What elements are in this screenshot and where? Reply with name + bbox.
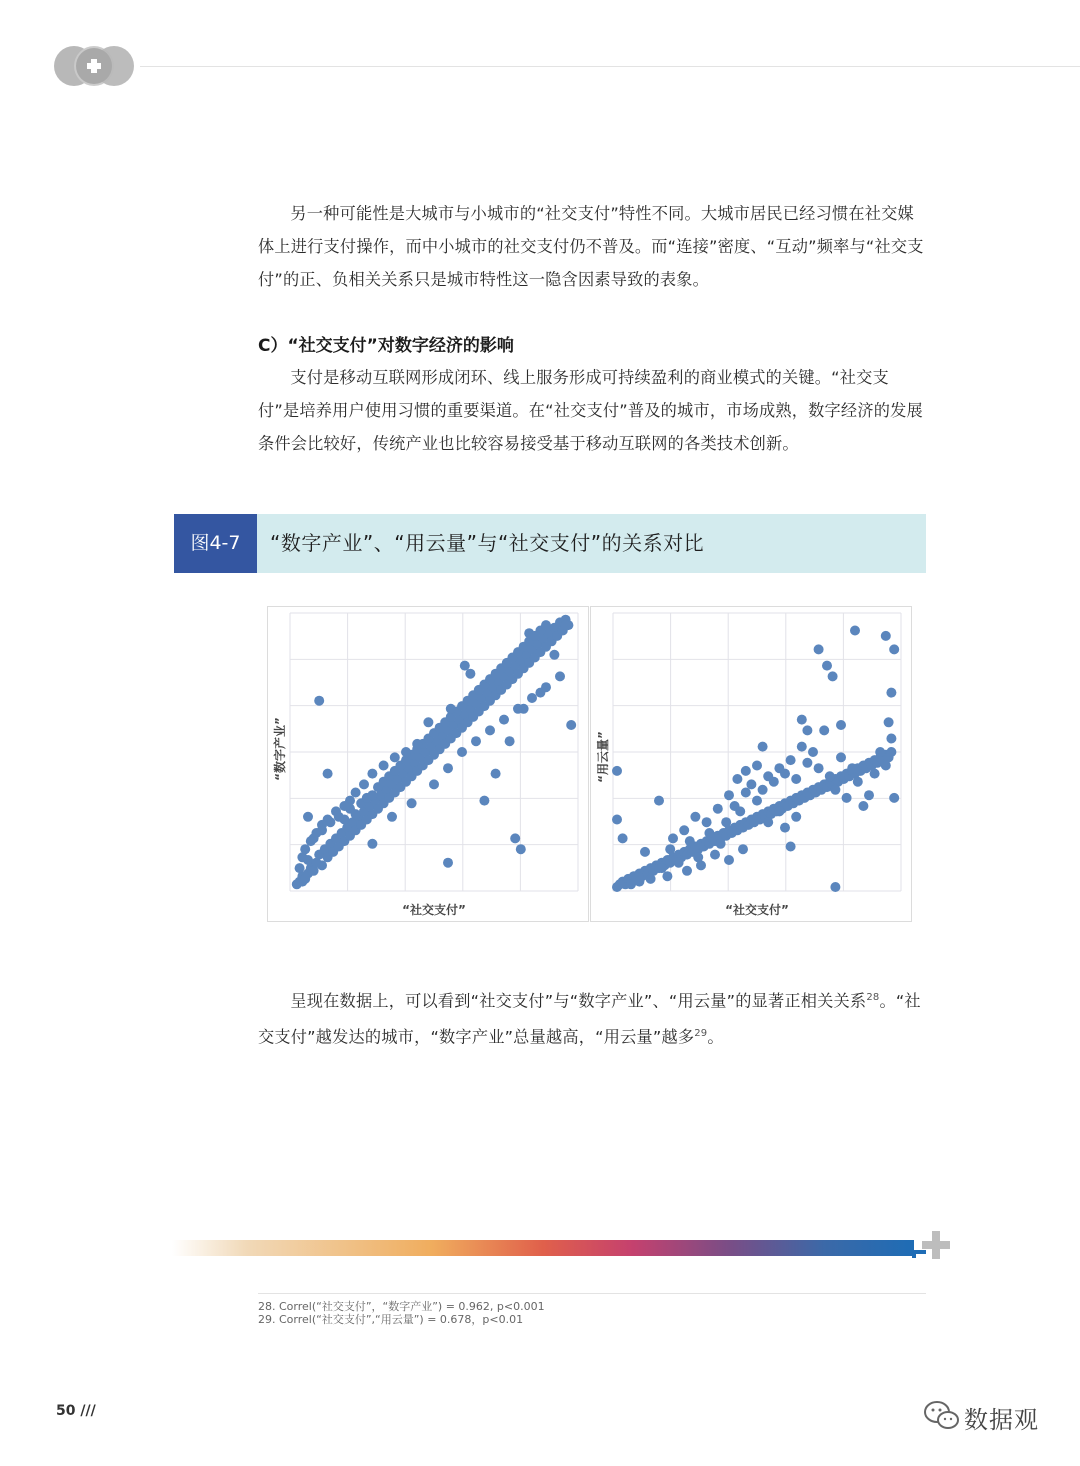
data-point [881,761,891,771]
data-point [429,779,439,789]
data-point [297,852,307,862]
data-point [724,790,734,800]
data-point [825,771,835,781]
data-point [886,688,896,698]
data-point [682,866,692,876]
data-point [822,661,832,671]
data-point [690,812,700,822]
data-point [471,736,481,746]
data-point [889,793,899,803]
data-point [836,720,846,730]
data-point [446,704,456,714]
data-point [884,717,894,727]
data-point [367,769,377,779]
data-point [780,823,790,833]
data-point [758,742,768,752]
data-point [323,769,333,779]
data-point [716,839,726,849]
data-point [780,769,790,779]
data-point [814,644,824,654]
x-axis-label: “社交支付” [725,903,789,917]
data-point [758,785,768,795]
data-point [769,777,779,787]
data-point [379,761,389,771]
data-point [847,763,857,773]
data-point [491,769,501,779]
data-point [774,806,784,816]
data-point [674,858,684,868]
data-point [786,755,796,765]
decorative-gradient-bar [172,1240,914,1256]
data-point [828,671,838,681]
data-point [685,836,695,846]
figure-banner [174,514,926,573]
data-point [654,796,664,806]
footnote-29: 29. Correl(“社交支付”,“用云量”) = 0.678，p<0.01 [258,1313,524,1326]
data-point [746,779,756,789]
data-point [819,725,829,735]
data-point [814,763,824,773]
data-point [870,769,880,779]
data-point [465,669,475,679]
data-point [752,761,762,771]
footnote-28: 28. Correl(“社交支付”，“数字产业”) = 0.962, p<0.001 [258,1300,545,1313]
data-point [331,806,341,816]
chart-cloud-usage [590,606,912,922]
data-point [555,671,565,681]
data-point [457,747,467,757]
data-point [763,817,773,827]
data-point [303,812,313,822]
data-point [836,752,846,762]
data-point [842,793,852,803]
paragraph-3-text [258,981,926,1054]
data-point [535,688,545,698]
data-point [858,801,868,811]
data-point [510,833,520,843]
y-axis-label: “用云量” [596,731,610,783]
wechat-icon [922,1398,962,1434]
data-point [657,863,667,873]
paragraph-1-text: 另一种可能性是大城市与小城市的“社交支付”特性不同。大城市居民已经习惯在社交媒体上进行支付操作，而中小城市的社交支付仍不普及。而“连接”密度、“互动”频率与“社交支付”的正、负相关关系只是城市特性这一隐含因素导致的表象。 [258,204,924,289]
data-point [626,879,636,889]
data-point [886,747,896,757]
data-point [679,825,689,835]
data-point [668,833,678,843]
data-point [665,844,675,854]
data-point [618,833,628,843]
figure-label: 图4-7 [174,514,257,573]
data-point [549,650,559,660]
data-point [640,847,650,857]
y-axis-label: “数字产业” [273,717,287,781]
data-point [412,739,422,749]
data-point [850,626,860,636]
data-point [864,790,874,800]
data-point [541,620,551,630]
data-point [505,736,515,746]
data-point [713,804,723,814]
data-point [519,704,529,714]
data-point [802,725,812,735]
data-point [295,863,305,873]
data-point [786,842,796,852]
scatter-plot-cloud-usage [591,607,911,921]
x-axis-label: “社交支付” [402,903,466,917]
data-point [830,882,840,892]
data-point [791,812,801,822]
data-point [889,644,899,654]
data-point [311,828,321,838]
data-point [881,631,891,641]
data-point [741,766,751,776]
data-point [612,815,622,825]
data-point [662,871,672,881]
paragraph-2 [258,361,926,460]
data-point [735,806,745,816]
header-logo [52,44,136,88]
data-point [351,788,361,798]
data-point [741,788,751,798]
data-point [367,790,377,800]
data-point [732,774,742,784]
data-point [387,812,397,822]
data-point [527,693,537,703]
data-point [566,720,576,730]
data-point [830,785,840,795]
data-point [443,858,453,868]
scatter-plot-digital-industry [268,607,588,921]
data-point [693,852,703,862]
footnote-rule [258,1293,926,1294]
data-point [407,798,417,808]
data-point [724,855,734,865]
data-point [524,628,534,638]
paragraph-3 [258,981,926,1054]
page-number: 50 /// [56,1403,96,1419]
data-point [423,717,433,727]
data-point [710,850,720,860]
data-point [791,774,801,784]
data-point [702,817,712,827]
data-point [886,734,896,744]
plus-icon [912,1228,952,1262]
data-point [721,817,731,827]
data-point [797,715,807,725]
chart-digital-industry [267,606,589,922]
data-point [339,801,349,811]
data-point [314,696,324,706]
data-point [499,715,509,725]
paragraph-1 [258,197,926,296]
paragraph-2-text: 支付是移动互联网形成闭环、线上服务形成可持续盈利的商业模式的关键。“社交支付”是培养用户使用习惯的重要渠道。在“社交支付”普及的城市，市场成熟，数字经济的发展条件会比较好，传统产业也比较容易接受基于移动互联网的各类技术创新。 [258,368,923,453]
data-point [808,747,818,757]
section-heading: C）“社交支付”对数字经济的影响 [258,336,514,356]
data-point [390,752,400,762]
data-point [646,874,656,884]
data-point [401,747,411,757]
paragraph-3-part-b: 。“社交支付”越发达的城市，“数字产业”总量越高，“用云量”越多 [258,991,921,1047]
data-point [460,661,470,671]
data-point [516,844,526,854]
data-point [443,763,453,773]
data-point [306,836,316,846]
data-point [351,809,361,819]
data-point [485,725,495,735]
watermark [922,1396,1052,1436]
data-point [752,796,762,806]
figure-title: “数字产业”、“用云量”与“社交支付”的关系对比 [270,531,705,555]
data-point [317,820,327,830]
paragraph-3-part-c: 。 [707,1027,724,1047]
footnote-ref-28[interactable]: 28 [866,992,880,1003]
data-point [479,796,489,806]
data-point [561,620,571,630]
paragraph-3-part-a: 呈现在数据上，可以看到“社交支付”与“数字产业”、“用云量”的显著正相关关系 [290,991,867,1011]
data-point [802,758,812,768]
data-point [797,742,807,752]
data-point [704,828,714,838]
data-point [367,839,377,849]
data-point [339,815,349,825]
watermark-text: 数据观 [964,1406,1039,1434]
data-point [738,844,748,854]
data-point [317,860,327,870]
data-point [875,747,885,757]
data-point [359,779,369,789]
header-rule [140,66,1080,67]
footnote-ref-29[interactable]: 29 [694,1028,708,1040]
data-point [853,777,863,787]
data-point [612,766,622,776]
